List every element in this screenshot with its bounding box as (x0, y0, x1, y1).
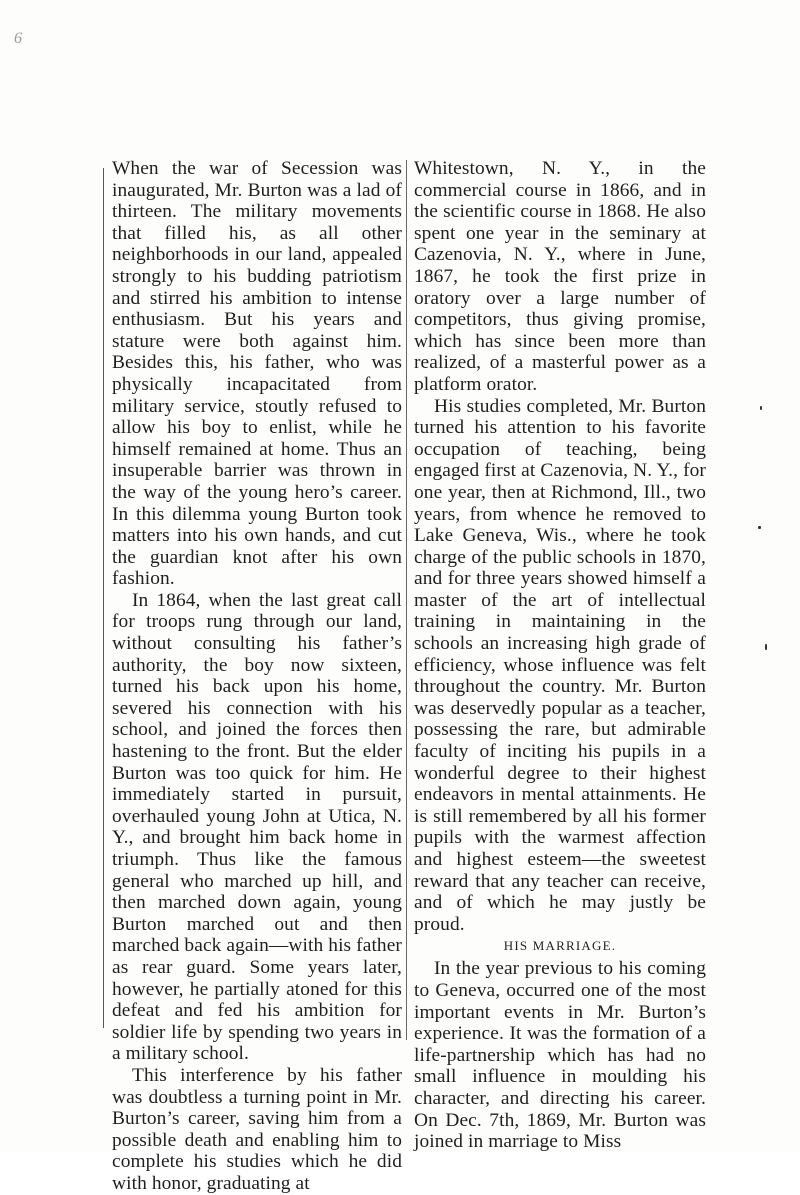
paragraph-teaching-career: His studies completed, Mr. Burton turned his attention to his favorite occupation of teaching, being engaged first at Cazenovia, N. Y., for one year, then at Richmond, Ill., two years, from whence he removed to Lake Geneva, Wis., where he took charge of the public schools in 1870, and for three years showed himself a master of the art of intellectual training in maintaining in the schools an increasing high grade of efficiency, whose influence was felt throughout the country. Mr. Burton was deservedly popular as a teacher, possessing the rare, but admirable faculty of inciting his pupils in a wonderful degree to their highest endeavors in mental attainments. He is still remembered by all his former pupils with the warmest affection and highest esteem—the sweetest reward that any teacher can receive, and of which he may justly be proud. (414, 395, 706, 935)
corner-page-mark: 6 (14, 30, 22, 47)
paragraph-war-of-secession: When the war of Secession was inaugurated, Mr. Burton was a lad of thirteen. The military movements that filled his, as all other neighborhoods in our land, appealed strongly to his budding patriotism and stirred his ambition to intense enthusiasm. But his years and stature were both against him. Besides this, his father, who was physically incapacitated from military service, stoutly refused to allow his boy to enlist, while he himself remained at home. Thus an insuperable barrier was thrown in the way of the young hero’s career. In this dilemma young Burton took matters into his own hands, and cut the guardian knot after his own fashion. (112, 158, 402, 590)
paragraph-whitestown: Whitestown, N. Y., in the commercial course in 1866, and in the scientific course in 1868. He also spent one year in the seminary at Cazenovia, N. Y., where in June, 1867, he took the first prize in oratory over a large number of competitors, thus giving promise, which has since been more than realized, of a masterful power as a platform orator. (414, 158, 706, 395)
scan-speck (760, 406, 762, 410)
left-margin-rule (103, 168, 104, 1028)
section-heading-his-marriage: HIS MARRIAGE. (503, 938, 617, 954)
paragraph-1864-enlistment: In 1864, when the last great call for troops rung through our land, without consulting his father’s authority, the boy now sixteen, turned his back upon his home, severed his connection with his school, and joined the forces then hastening to the front. But the elder Burton was too quick for him. He immediately started in pursuit, overhauled young John at Utica, N. Y., and brought him back home in triumph. Thus like the famous general who marched up hill, and then marched down again, young Burton marched out and then marched back again—with his father as rear guard. Some years later, however, he partially atoned for this defeat and fed his ambition for soldier life by spending two years in a military school. (112, 589, 402, 1065)
scan-speck (758, 526, 761, 529)
right-text-column (414, 158, 706, 1153)
paragraph-marriage: In the year previous to his coming to Geneva, occurred one of the most important events in Mr. Burton’s experience. It was the formation of a life-partnership which has had no small influence in moulding his character, and directing his career. On Dec. 7th, 1869, Mr. Burton was joined in marriage to Miss (414, 958, 706, 1153)
paragraph-turning-point: This interference by his father was doubtless a turning point in Mr. Burton’s career, saving him from a possible death and enabling him to complete his studies which he did with honor, graduating at (112, 1064, 402, 1194)
left-text-column (112, 158, 402, 1195)
column-gutter-rule (406, 160, 407, 1040)
scan-speck (765, 644, 767, 650)
